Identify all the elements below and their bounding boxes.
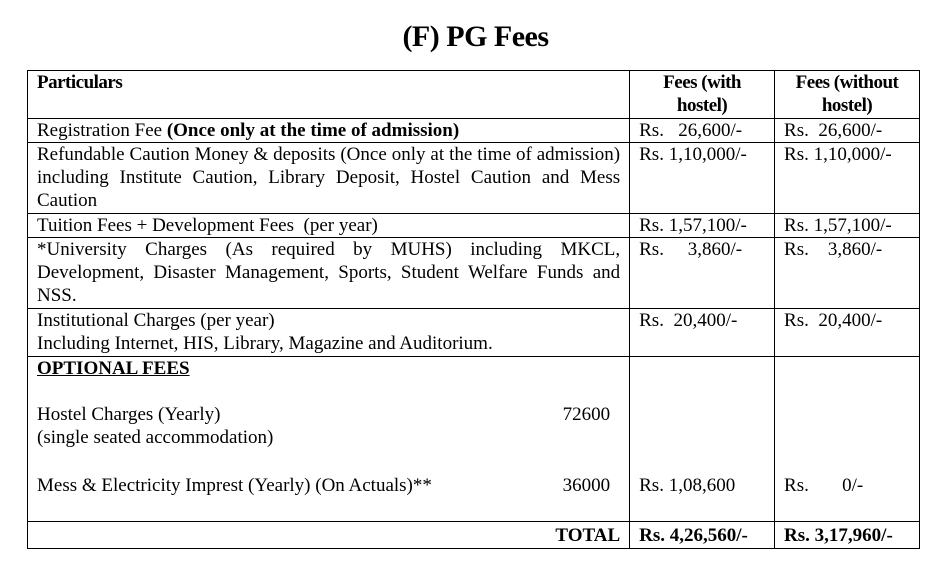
with-hostel-cell [630, 357, 775, 522]
particular-bold-note: (Once only at the time of admission) [166, 120, 460, 141]
particular-cell [28, 119, 630, 143]
table-row [28, 238, 920, 309]
header-with-hostel: Fees (with hostel) [630, 71, 775, 119]
table-row [28, 119, 920, 143]
total-row [28, 522, 920, 549]
particular-line: Including Internet, HIS, Library, Magazine and Auditorium. [37, 333, 493, 354]
table-row [28, 143, 920, 214]
with-hostel-cell: Rs. 3,860/- [630, 238, 775, 309]
mess-charges-label: Mess & Electricity Imprest (Yearly) (On Actuals)** [37, 475, 432, 496]
optional-with-hostel: Rs. 1,08,600 [639, 475, 736, 496]
without-hostel-cell: Rs. 1,10,000/- [775, 143, 920, 214]
with-hostel-cell: Rs. 1,10,000/- [630, 143, 775, 214]
hostel-charges-label: Hostel Charges (Yearly) [37, 404, 221, 425]
page-title: (F) PG Fees [402, 20, 549, 53]
with-hostel-cell: Rs. 1,57,100/- [630, 214, 775, 238]
total-without-hostel: Rs. 3,17,960/- [775, 522, 920, 549]
without-hostel-cell [775, 357, 920, 522]
without-hostel-cell: Rs. 3,860/- [775, 238, 920, 309]
particular-line: Institutional Charges (per year) [37, 310, 275, 331]
particular-cell: Refundable Caution Money & deposits (Once only at the time of admission) including Institute Caution, Library Deposit, Hostel Caution and Mess Caution [28, 143, 630, 214]
with-hostel-cell: Rs. 26,600/- [630, 119, 775, 143]
table-header-row [28, 71, 920, 119]
header-particulars: Particulars [28, 71, 630, 119]
table-row [28, 309, 920, 357]
total-label: TOTAL [28, 522, 630, 549]
optional-fees-row [28, 357, 920, 522]
hostel-charges-amount: 72600 [562, 404, 611, 425]
without-hostel-cell: Rs. 26,600/- [775, 119, 920, 143]
optional-without-hostel: Rs. 0/- [784, 475, 864, 496]
without-hostel-cell: Rs. 20,400/- [775, 309, 920, 357]
hostel-charges-line [37, 403, 620, 426]
hostel-charges-sub: (single seated accommodation) [37, 427, 274, 448]
particular-text: Registration Fee [37, 120, 163, 141]
pg-fees-table [27, 70, 920, 549]
table-row [28, 214, 920, 238]
mess-charges-line [37, 474, 620, 497]
mess-charges-amount: 36000 [562, 475, 611, 496]
optional-fees-heading: OPTIONAL FEES [37, 358, 190, 379]
without-hostel-cell: Rs. 1,57,100/- [775, 214, 920, 238]
total-with-hostel: Rs. 4,26,560/- [630, 522, 775, 549]
header-without-hostel: Fees (without hostel) [775, 71, 920, 119]
particular-cell: *University Charges (As required by MUHS) including MKCL, Development, Disaster Management, Sports, Student Welfare Funds and NSS. [28, 238, 630, 309]
optional-fees-cell [28, 357, 630, 522]
particular-cell [28, 309, 630, 357]
particular-cell: Tuition Fees + Development Fees (per year) [28, 214, 630, 238]
with-hostel-cell: Rs. 20,400/- [630, 309, 775, 357]
